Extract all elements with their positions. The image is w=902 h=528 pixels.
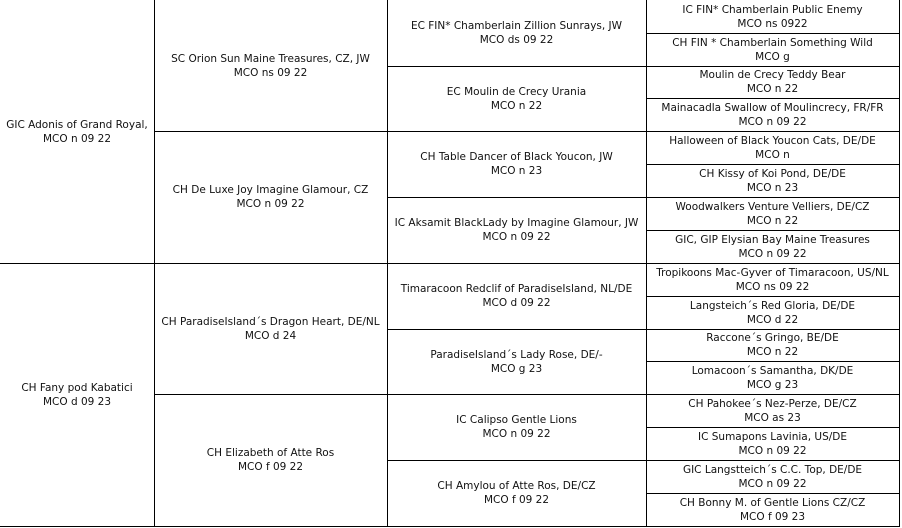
grandparent-cell [154, 131, 387, 263]
cat-ems-code: MCO n 09 22 [236, 198, 305, 210]
grid-line [646, 493, 900, 494]
great-grandparent-cell [387, 394, 646, 460]
cat-name: CH De Luxe Joy Imagine Glamour, CZ [172, 184, 369, 196]
great-great-grandparent-cell [646, 0, 899, 33]
cat-name: Timaracoon Redclif of ParadiseIsland, NL/DE [400, 283, 633, 295]
cat-name: Langsteich´s Red Gloria, DE/DE [689, 299, 856, 312]
grid-line [646, 164, 900, 165]
cat-name: SC Orion Sun Maine Treasures, CZ, JW [171, 52, 370, 65]
great-great-grandparent-cell [646, 361, 899, 394]
cat-name: Raccone´s Gringo, BE/DE [706, 332, 839, 344]
cat-name: ParadiseIsland´s Lady Rose, DE/- [430, 348, 603, 361]
great-great-grandparent-cell [646, 394, 899, 427]
great-great-grandparent-cell [646, 230, 899, 263]
great-great-grandparent-cell [646, 33, 899, 66]
grid-line [0, 263, 900, 264]
cat-name: CH FIN * Chamberlain Something Wild [672, 36, 873, 49]
cat-ems-code: MCO as 23 [744, 411, 801, 424]
cat-name: IC Aksamit BlackLady by Imagine Glamour, JW [394, 217, 639, 229]
cat-ems-code: MCO f 09 23 [739, 510, 806, 523]
cat-name: GIC Langstteich´s C.C. Top, DE/DE [682, 463, 863, 476]
grid-line [646, 98, 900, 99]
cat-name: CH Amylou of Atte Ros, DE/CZ [437, 480, 596, 492]
cat-ems-code: MCO f 09 22 [483, 494, 550, 506]
cat-ems-code: MCO ns 0922 [737, 17, 808, 30]
cat-ems-code: MCO ns 09 22 [233, 66, 308, 79]
cat-name: Lomacoon´s Samantha, DK/DE [691, 364, 854, 377]
grandparent-cell [154, 0, 387, 131]
cat-ems-code: MCO g 23 [746, 378, 799, 391]
great-grandparent-cell [387, 263, 646, 329]
cat-name: IC Sumapons Lavinia, US/DE [697, 430, 847, 443]
cat-name: IC FIN* Chamberlain Public Enemy [682, 3, 863, 16]
grid-line [646, 296, 900, 297]
cat-name: IC Calipso Gentle Lions [456, 414, 577, 426]
great-great-grandparent-cell [646, 98, 899, 131]
great-grandparent-cell [387, 329, 646, 394]
grid-line [387, 460, 900, 461]
grid-line [646, 361, 900, 362]
cat-name: CH ParadiseIsland´s Dragon Heart, DE/NL [161, 315, 380, 328]
grandparent-cell [154, 263, 387, 394]
great-great-grandparent-cell [646, 427, 899, 460]
cat-ems-code: MCO n 22 [746, 83, 799, 95]
great-grandparent-cell [387, 197, 646, 263]
grid-line [0, 526, 900, 527]
cat-ems-code: MCO d 22 [746, 313, 799, 326]
grid-line [154, 394, 900, 395]
cat-name: CH Fany pod Kabatici [21, 381, 133, 394]
cat-ems-code: MCO d 09 22 [482, 297, 551, 309]
cat-name: CH Elizabeth of Atte Ros [206, 447, 335, 459]
cat-ems-code: MCO n 09 22 [738, 477, 807, 490]
cat-name: Woodwalkers Venture Velliers, DE/CZ [675, 200, 870, 213]
parent-cell [0, 0, 154, 263]
cat-ems-code: MCO n 22 [746, 214, 799, 227]
cat-ems-code: MCO ns 09 22 [735, 280, 810, 293]
cat-name: Moulin de Crecy Teddy Bear [699, 69, 846, 81]
grid-line [154, 131, 900, 132]
cat-ems-code: MCO n 23 [746, 181, 799, 194]
grid-line [387, 66, 900, 67]
cat-ems-code: MCO n 09 22 [42, 132, 112, 145]
cat-name: CH Pahokee´s Nez-Perze, DE/CZ [688, 397, 857, 410]
cat-ems-code: MCO n 23 [490, 165, 543, 177]
cat-ems-code: MCO n 09 22 [482, 428, 551, 440]
grandparent-cell [154, 394, 387, 526]
great-grandparent-cell [387, 66, 646, 131]
cat-name: EC Moulin de Crecy Urania [446, 85, 587, 98]
great-great-grandparent-cell [646, 460, 899, 493]
cat-name: CH Kissy of Koi Pond, DE/DE [699, 167, 846, 180]
grid-line [387, 329, 900, 330]
cat-name: GIC Adonis of Grand Royal, [6, 118, 148, 131]
cat-name: Halloween of Black Youcon Cats, DE/DE [669, 134, 876, 147]
cat-ems-code: MCO n 22 [746, 346, 799, 358]
cat-name: Tropikoons Mac-Gyver of Timaracoon, US/NL [656, 266, 889, 279]
grid-line [646, 427, 900, 428]
cat-ems-code: MCO d 09 23 [42, 395, 112, 408]
cat-name: Mainacadla Swallow of Moulincrecy, FR/FR [661, 101, 884, 114]
great-great-grandparent-cell [646, 329, 899, 361]
cat-name: CH Table Dancer of Black Youcon, JW [420, 151, 613, 163]
cat-ems-code: MCO n 09 22 [738, 247, 807, 260]
cat-ems-code: MCO n 09 22 [738, 444, 807, 457]
grid-line [646, 230, 900, 231]
parent-cell [0, 263, 154, 526]
cat-ems-code: MCO d 24 [244, 329, 297, 342]
cat-ems-code: MCO n 09 22 [738, 115, 807, 128]
great-great-grandparent-cell [646, 493, 899, 526]
cat-ems-code: MCO ds 09 22 [479, 34, 554, 46]
great-great-grandparent-cell [646, 296, 899, 329]
great-great-grandparent-cell [646, 66, 899, 98]
cat-ems-code: MCO g 23 [490, 362, 543, 375]
cat-ems-code: MCO g [755, 50, 790, 63]
cat-ems-code: MCO n 22 [490, 99, 543, 112]
great-great-grandparent-cell [646, 263, 899, 296]
great-grandparent-cell [387, 460, 646, 526]
great-great-grandparent-cell [646, 197, 899, 230]
great-great-grandparent-cell [646, 131, 899, 164]
cat-ems-code: MCO n [755, 148, 790, 161]
grid-line [646, 33, 900, 34]
great-great-grandparent-cell [646, 164, 899, 197]
grid-line [387, 197, 900, 198]
cat-name: EC FIN* Chamberlain Zillion Sunrays, JW [410, 20, 623, 32]
cat-ems-code: MCO n 09 22 [482, 231, 551, 243]
cat-name: CH Bonny M. of Gentle Lions CZ/CZ [679, 496, 866, 509]
great-grandparent-cell [387, 131, 646, 197]
cat-ems-code: MCO f 09 22 [237, 461, 304, 473]
great-grandparent-cell [387, 0, 646, 66]
cat-name: GIC, GIP Elysian Bay Maine Treasures [675, 233, 870, 246]
